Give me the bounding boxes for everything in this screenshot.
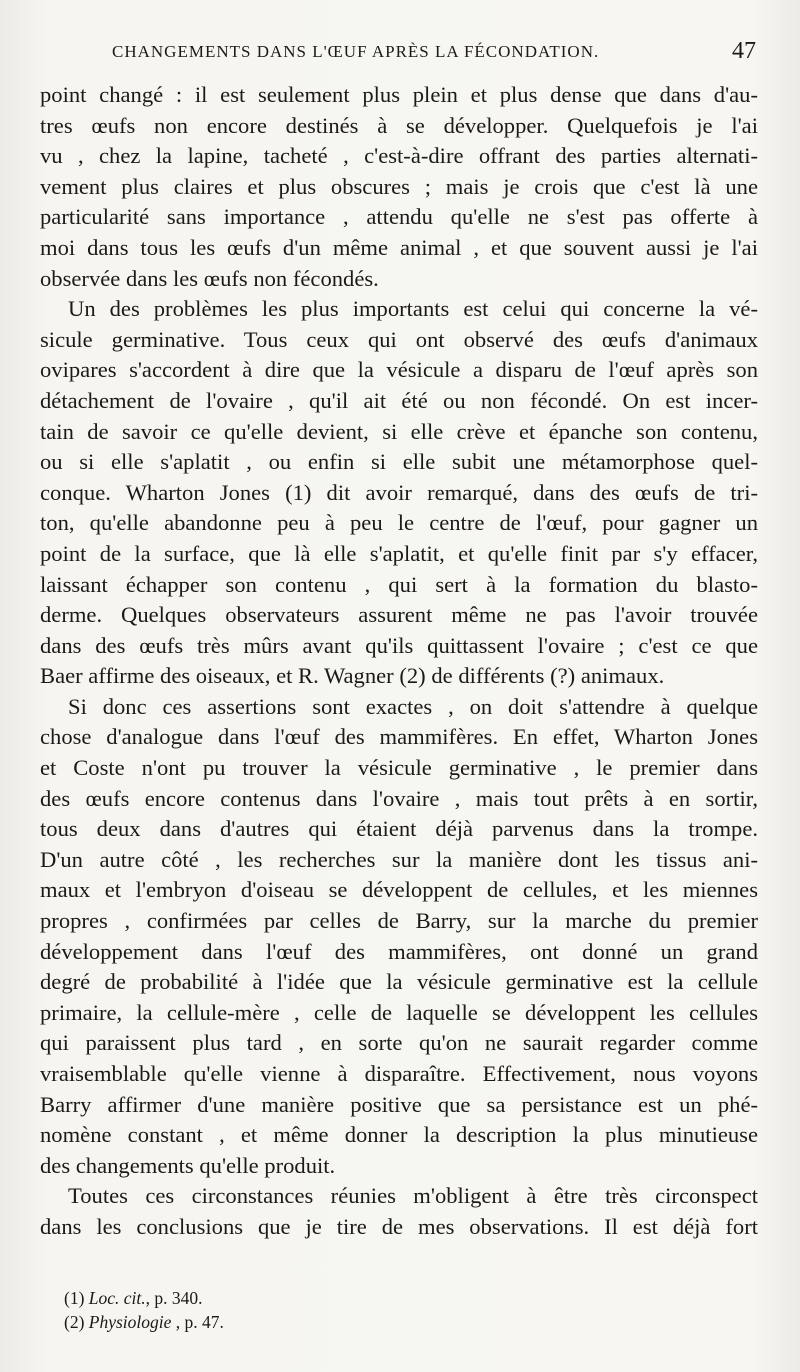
text-line: tres œufs non encore destinés à se développer. Quelquefois je l'ai (40, 112, 758, 138)
text-line: conque. Wharton Jones (1) dit avoir remarqué, dans des œufs de tri- (40, 479, 758, 505)
footnote-title: Physiologie (88, 1312, 172, 1332)
text-line: tous deux dans d'autres qui étaient déjà parvenus dans la trompe. (40, 816, 758, 842)
text-line: dans des œufs très mûrs avant qu'ils quittassent l'ovaire ; c'est ce que (40, 632, 758, 658)
text-line: ton, qu'elle abandonne peu à peu le centre de l'œuf, pour gagner un (40, 510, 758, 536)
text-line: degré de probabilité à l'idée que la vésicule germinative est la cellule (40, 969, 758, 995)
text-line: qui paraissent plus tard , en sorte qu'on ne saurait regarder comme (40, 1030, 758, 1056)
text-line: sicule germinative. Tous ceux qui ont observé des œufs d'animaux (40, 326, 758, 352)
text-line: primaire, la cellule-mère , celle de laquelle se développent les cellules (40, 999, 758, 1025)
page-header (40, 38, 760, 68)
text-line: ou si elle s'aplatit , ou enfin si elle subit une métamorphose quel- (40, 449, 758, 475)
footnotes (64, 1286, 224, 1334)
page-number: 47 (732, 38, 756, 64)
text-line: détachement de l'ovaire , qu'il ait été ou non fécondé. On est incer- (40, 387, 758, 413)
footnote-title: Loc. cit. (88, 1288, 146, 1308)
footnote (64, 1310, 224, 1334)
text-line: Toutes ces circonstances réunies m'obligent à être très circonspect (68, 1183, 758, 1209)
footnote-marker: (1) (64, 1288, 85, 1308)
footnote (64, 1286, 224, 1310)
text-line: Baer affirme des oiseaux, et R. Wagner (2) de différents (?) animaux. (40, 663, 665, 689)
text-line: vement plus claires et plus obscures ; mais je crois que c'est là une (40, 173, 758, 199)
text-line: maux et l'embryon d'oiseau se développent de cellules, et les miennes (40, 877, 758, 903)
text-line: ovipares s'accordent à dire que la vésicule a disparu de l'œuf après son (40, 357, 758, 383)
text-line: propres , confirmées par celles de Barry, sur la marche du premier (40, 908, 758, 934)
text-line: chose d'analogue dans l'œuf des mammifères. En effet, Wharton Jones (40, 724, 758, 750)
text-line: D'un autre côté , les recherches sur la manière dont les tissus ani- (40, 846, 758, 872)
running-title: CHANGEMENTS DANS L'ŒUF APRÈS LA FÉCONDATION. (112, 42, 600, 61)
body-text (40, 80, 758, 1243)
text-line: point de la surface, que là elle s'aplatit, et qu'elle finit par s'y effacer, (40, 540, 758, 566)
text-line: derme. Quelques observateurs assurent même ne pas l'avoir trouvée (40, 602, 758, 628)
text-line: nomène constant , et même donner la description la plus minutieuse (40, 1122, 758, 1148)
text-line: observée dans les œufs non fécondés. (40, 265, 379, 291)
text-line: et Coste n'ont pu trouver la vésicule germinative , le premier dans (40, 755, 758, 781)
text-line: vu , chez la lapine, tacheté , c'est-à-dire offrant des parties alternati- (40, 143, 758, 169)
text-line: tain de savoir ce qu'elle devient, si elle crève et épanche son contenu, (40, 418, 758, 444)
text-line: des changements qu'elle produit. (40, 1152, 336, 1178)
text-line: point changé : il est seulement plus plein et plus dense que dans d'au- (40, 82, 758, 107)
text-line: Un des problèmes les plus importants est celui qui concerne la vé- (68, 296, 758, 322)
text-line: laissant échapper son contenu , qui sert à la formation du blasto- (40, 571, 758, 597)
text-line: développement dans l'œuf des mammifères, ont donné un grand (40, 938, 758, 964)
footnote-marker: (2) (64, 1312, 85, 1332)
footnote-ref: , p. 47. (171, 1312, 224, 1332)
text-line: Si donc ces assertions sont exactes , on doit s'attendre à quelque (68, 693, 758, 719)
text-line: moi dans tous les œufs d'un même animal , et que souvent aussi je l'ai (40, 234, 758, 260)
text-line: Barry affirmer d'une manière positive que sa persistance est un phé- (40, 1091, 758, 1117)
footnote-ref: , p. 340. (145, 1288, 203, 1308)
text-line: particularité sans importance , attendu qu'elle ne s'est pas offerte à (40, 204, 758, 230)
text-line: des œufs encore contenus dans l'ovaire , mais tout prêts à en sortir, (40, 785, 758, 811)
text-line: dans les conclusions que je tire de mes observations. Il est déjà fort (40, 1213, 758, 1239)
text-line: vraisemblable qu'elle vienne à disparaître. Effectivement, nous voyons (40, 1061, 758, 1086)
